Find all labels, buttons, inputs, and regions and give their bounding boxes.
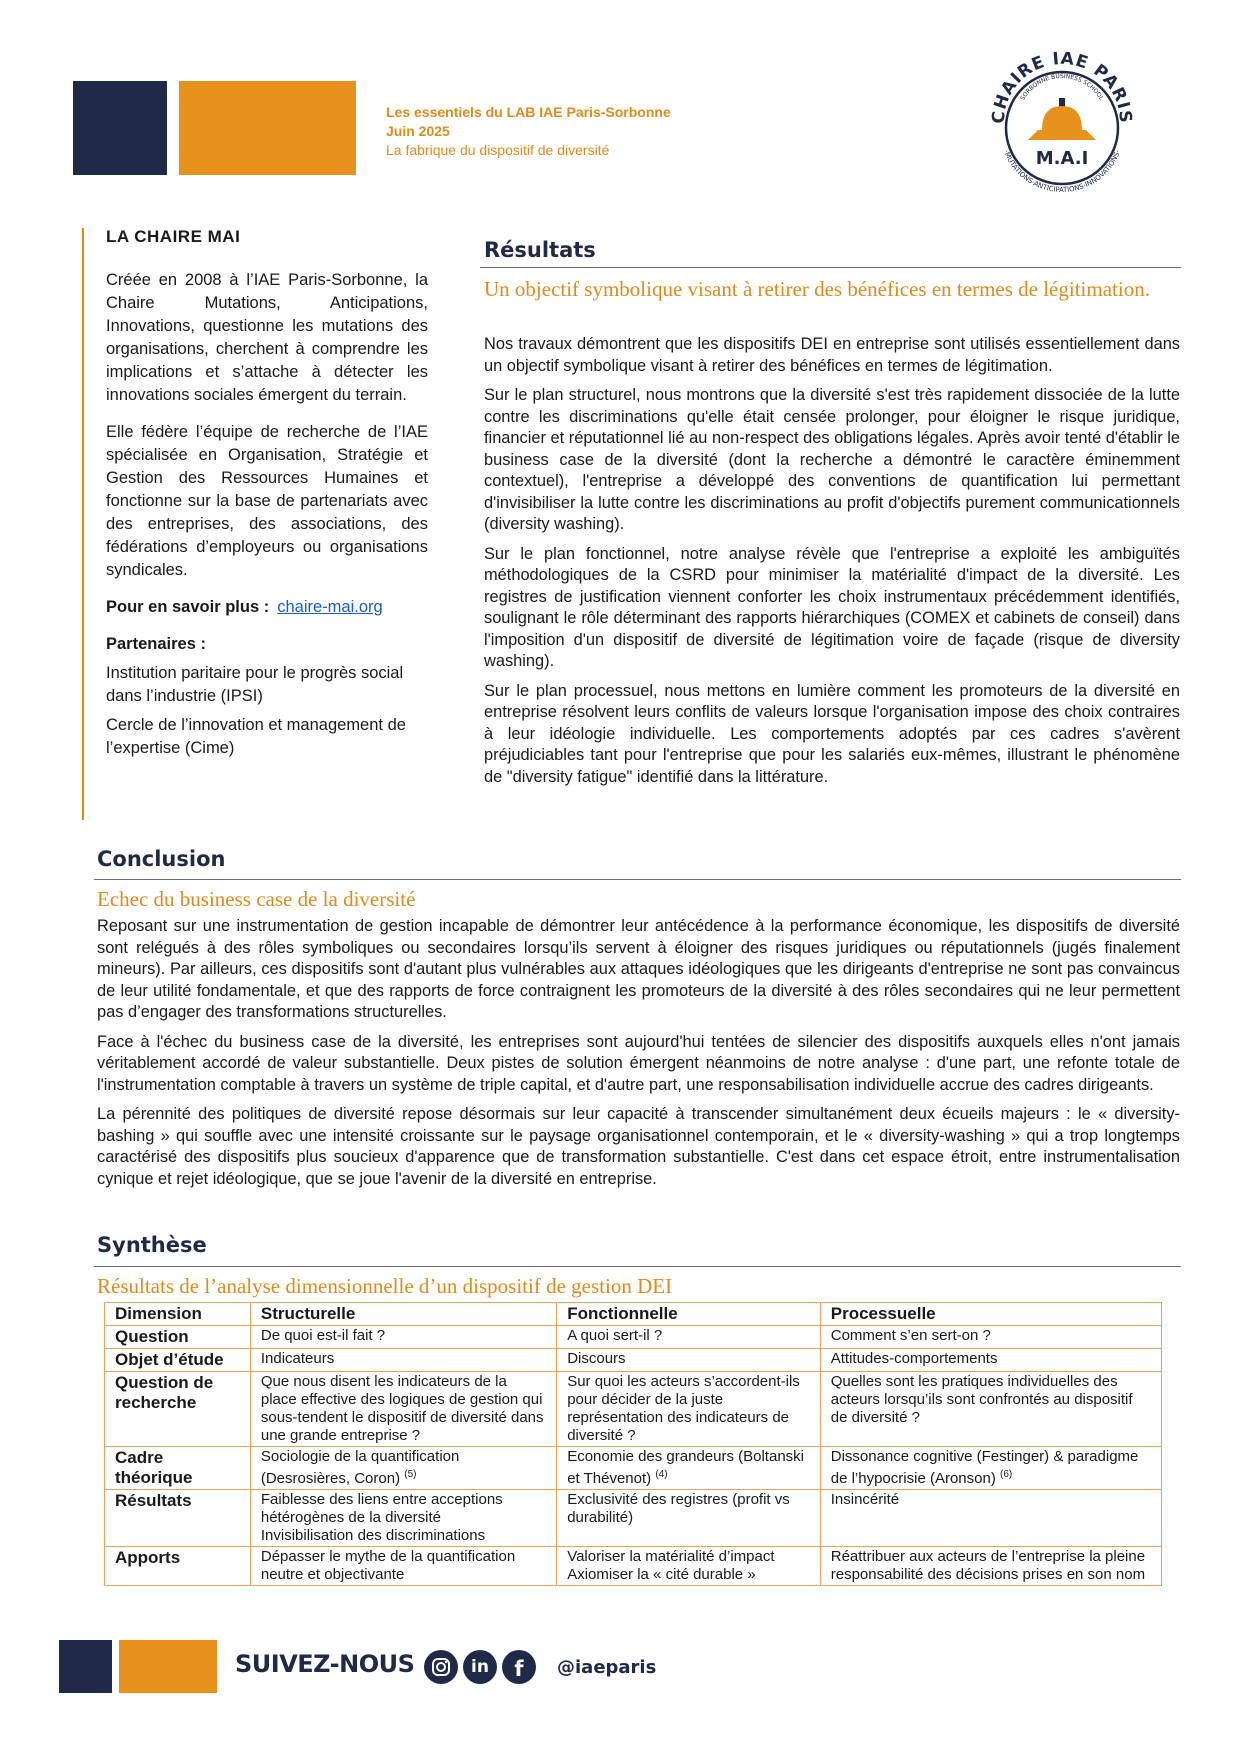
conclusion-rule <box>94 879 1181 880</box>
conclusion-paragraph: La pérennité des politiques de diversité repose désormais sur leur capacité à transcender simultanément deux écueils majeurs : le « diversity-bashing » qui souffle avec une intensité croissante sur le paysage organisationnel contemporain, et le « diversity-washing » qui a trop longtemps caractérisé des dispositifs plus soucieux d'apparence que de transformation substantielle. C'est dans cet espace étroit, entre instrumentalisation cynique et rejet idéologique, que se joue l'avenir de la diversité en entreprise. <box>97 1105 1180 1188</box>
cell-text: Economie des grandeurs (Boltanski et Thévenot) <box>567 1448 804 1487</box>
sidebar-title: LA CHAIRE MAI <box>106 227 241 246</box>
table-cell <box>820 1447 1161 1490</box>
table-cell: Discours <box>557 1349 821 1372</box>
resultats-paragraph: Sur le plan structurel, nous montrons que la diversité s'est très rapidement dissociée de la lutte contre les discriminations qu'elle était censée prolonger, pour éloigner le risque juridique, financier et réputationnel lié au non-respect des obligations légales. Après avoir tenté d'établir le business case de la diversité (dont la recherche a démontré le caractère éminemment contextuel), l'entreprise a développé des conventions de quantification lui permettant d'invisibiliser la lutte contre les discriminations au profit d'objectifs purement communicationnels (diversity washing). <box>484 386 1180 533</box>
sidebar-paragraph-2: Elle fédère l’équipe de recherche de l’IAE spécialisée en Organisation, Stratégie et Gestion des Ressources Humaines et fonctionne sur la base de partenariats avec des entreprises, des associations, des fédérations d’employeurs ou organisations syndicales. <box>106 423 428 579</box>
partner-item: Institution paritaire pour le progrès social dans l’industrie (IPSI) <box>106 664 404 705</box>
linkedin-icon[interactable]: in <box>463 1650 497 1684</box>
social-handle[interactable]: @iaeparis <box>557 1657 657 1678</box>
table-cell <box>250 1447 556 1490</box>
row-key: Résultats <box>105 1490 251 1547</box>
table-header-cell: Processuelle <box>820 1303 1161 1326</box>
table-cell <box>557 1447 821 1490</box>
sidebar-paragraph-1: Créée en 2008 à l’IAE Paris-Sorbonne, la Chaire Mutations, Anticipations, Innovations, questionne les mutations des organisations, cherchent à comprendre les implications et s’attache à détecter les innovations sociales émergent du terrain. <box>106 271 428 404</box>
header-date: Juin 2025 <box>386 123 450 139</box>
table-cell: Sur quoi les acteurs s’accordent-ils pour décider de la juste représentation des indicateurs de diversité ? <box>557 1372 821 1447</box>
conclusion-subtitle: Echec du business case de la diversité <box>97 887 416 911</box>
resultats-paragraph: Sur le plan processuel, nous mettons en lumière comment les promoteurs de la diversité en entreprise résolvent leurs conflits de valeurs lorsque l'organisation impose des choix contraires à leur idéologie individuelle. Les comportements adoptés par ces cadres s'avèrent préjudiciables tant pour l'entreprise que pour les salariés eux-mêmes, illustrant le phénomène de "diversity fatigue" identifié dans la littérature. <box>484 681 1180 786</box>
partner-item: Cercle de l’innovation et management de l’expertise (Cime) <box>106 716 406 757</box>
conclusion-body <box>97 916 1180 1198</box>
table-header-cell: Dimension <box>105 1303 251 1326</box>
header-orange-block <box>179 81 356 175</box>
cell-text: Dissonance cognitive (Festinger) & paradigme de l’hypocrisie (Aronson) <box>830 1448 1139 1487</box>
table-header-row <box>105 1303 1162 1326</box>
table-cell <box>557 1547 821 1586</box>
table-cell: De quoi est-il fait ? <box>250 1326 556 1349</box>
table-cell: Indicateurs <box>250 1349 556 1372</box>
citation-ref: (6) <box>999 1469 1013 1480</box>
facebook-icon[interactable]: f <box>502 1650 536 1684</box>
cell-line: Axiomiser la « cité durable » <box>567 1566 756 1583</box>
row-key: Question de recherche <box>105 1372 251 1447</box>
table-cell <box>250 1490 556 1547</box>
more-info-label: Pour en savoir plus : <box>106 598 270 616</box>
table-cell: Que nous disent les indicateurs de la place effective des logiques de gestion qui sous-tendent le dispositif de diversité dans une grande entreprise ? <box>250 1372 556 1447</box>
table-row <box>105 1447 1162 1490</box>
header-topic: La fabrique du dispositif de diversité <box>386 142 610 158</box>
more-info <box>106 596 428 619</box>
table-row <box>105 1372 1162 1447</box>
synthese-rule <box>94 1266 1181 1267</box>
footer-orange-block <box>119 1640 217 1693</box>
resultats-paragraph: Sur le plan fonctionnel, notre analyse révèle que l'entreprise a exploité les ambiguïtés méthodologiques de la CSRD pour minimiser la matérialité d'impact de la diversité. Les registres de justification viennent conforter les choix instrumentaux précédemment identifiés, soulignant le rôle déterminant des rapports hiérarchiques (COMEX et cabinets de conseil) dans l'imposition d'un dispositif de diversité de légitimation voire de façade (risque de diversity washing). <box>484 544 1180 670</box>
table-cell: Dépasser le mythe de la quantification neutre et objectivante <box>250 1547 556 1586</box>
cell-line: Valoriser la matérialité d’impact <box>567 1548 775 1565</box>
resultats-paragraph: Nos travaux démontrent que les dispositifs DEI en entreprise sont utilisés essentiellement dans un objectif symbolique visant à retirer des bénéfices en termes de légitimation. <box>484 335 1180 375</box>
instagram-icon[interactable] <box>424 1650 458 1684</box>
table-row <box>105 1326 1162 1349</box>
synthese-table <box>104 1302 1162 1586</box>
synthese-subtitle: Résultats de l’analyse dimensionnelle d’un dispositif de gestion DEI <box>97 1274 673 1298</box>
cell-text: Sociologie de la quantification (Desrosières, Coron) <box>260 1448 460 1487</box>
chaire-link[interactable]: chaire-mai.org <box>277 598 383 616</box>
logo-bottom-text: ·MUTATIONS·ANTICIPATIONS·INNOVATIONS· <box>1001 149 1123 195</box>
logo-acronym: M.A.I <box>1035 148 1089 169</box>
citation-ref: (5) <box>404 1469 417 1480</box>
footer-navy-block <box>59 1640 112 1693</box>
logo-school-text: SORBONNE BUSINESS SCHOOL <box>1019 72 1105 102</box>
header-text <box>386 103 671 160</box>
resultats-subtitle: Un objectif symbolique visant à retirer des bénéfices en termes de légitimation. <box>484 277 1150 301</box>
conclusion-paragraph: Reposant sur une instrumentation de gestion incapable de démontrer leur antécédence à la performance économique, les dispositifs de diversité sont relégués à des rôles symboliques ou secondaires lorsqu’ils servent à éloigner des risques juridiques ou réputationnels (jugés finalement mineurs). Par ailleurs, ces dispositifs sont d'autant plus vulnérables aux attaques idéologiques que les dirigeants d'entreprise ne sont pas convaincus de leur utilité fondamentale, et que des rapports de force contraignent les promoteurs de la diversité à des rôles secondaires qui ne leur permettent pas d’engager des transformations structurelles. <box>97 917 1180 1021</box>
sidebar <box>82 228 429 820</box>
table-cell: Réattribuer aux acteurs de l’entreprise la pleine responsabilité des décisions prises en son nom <box>820 1547 1161 1586</box>
table-row <box>105 1547 1162 1586</box>
table-cell: Insincérité <box>820 1490 1161 1547</box>
chaire-logo <box>982 40 1142 200</box>
cell-line: Faiblesse des liens entre acceptions hétérogènes de la diversité <box>260 1491 503 1526</box>
table-cell: Exclusivité des registres (profit vs durabilité) <box>557 1490 821 1547</box>
table-header-cell: Fonctionnelle <box>557 1303 821 1326</box>
resultats-rule <box>480 267 1181 268</box>
conclusion-paragraph: Face à l'échec du business case de la diversité, les entreprises sont aujourd'hui tentées de silencier des dispositifs auxquels elles n'ont jamais véritablement accordé de valeur substantielle. Deux pistes de solution émergent néanmoins de notre analyse : d'une part, une refonte totale de l'instrumentation comptable à travers un système de triple capital, et d'autre part, une responsabilisation individuelle accrue des cadres dirigeants. <box>97 1032 1180 1094</box>
row-key: Objet d’étude <box>105 1349 251 1372</box>
table-cell: Attitudes-comportements <box>820 1349 1161 1372</box>
table-cell: A quoi sert-il ? <box>557 1326 821 1349</box>
citation-ref: (4) <box>655 1469 668 1480</box>
partners-title: Partenaires : <box>106 635 206 653</box>
table-cell: Comment s’en sert-on ? <box>820 1326 1161 1349</box>
conclusion-title: Conclusion <box>97 847 226 871</box>
row-key: Question <box>105 1326 251 1349</box>
table-row <box>105 1490 1162 1547</box>
resultats-title: Résultats <box>484 238 596 262</box>
row-key: Cadre théorique <box>105 1447 251 1490</box>
follow-us-label: SUIVEZ-NOUS <box>235 1650 415 1678</box>
table-cell: Quelles sont les pratiques individuelles des acteurs lorsqu’ils sont confrontés au dispositif de diversité ? <box>820 1372 1161 1447</box>
cell-line: Invisibilisation des discriminations <box>260 1527 486 1544</box>
row-key: Apports <box>105 1547 251 1586</box>
header-series: Les essentiels du LAB IAE Paris-Sorbonne <box>386 104 671 120</box>
logo-top-text: CHAIRE IAE PARIS <box>988 48 1136 125</box>
table-row <box>105 1349 1162 1372</box>
table-header-cell: Structurelle <box>250 1303 556 1326</box>
synthese-title: Synthèse <box>97 1233 207 1257</box>
synthese-table-wrap <box>104 1302 1162 1586</box>
resultats-body <box>484 334 1180 796</box>
header-navy-block <box>73 81 167 175</box>
